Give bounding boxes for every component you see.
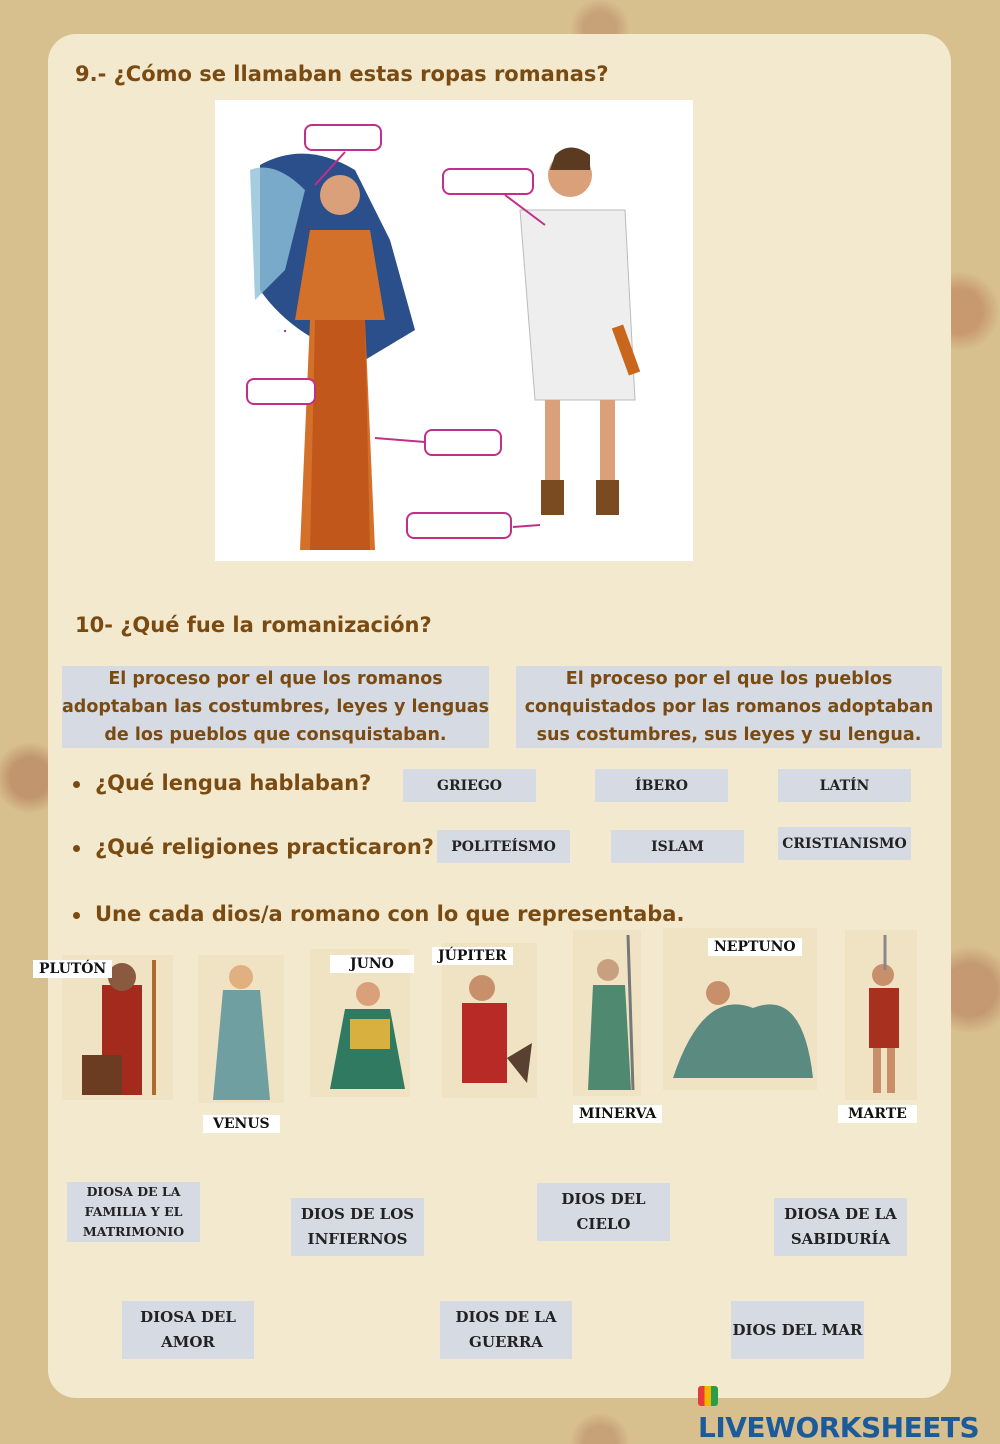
romanization-option-a[interactable]: El proceso por el que los romanos adoptaban las costumbres, leyes y lenguas de los pueblos que consquistaban.: [62, 666, 489, 748]
language-option-ibero[interactable]: ÍBERO: [595, 769, 728, 802]
god-name-pluton[interactable]: PLUTÓN: [33, 960, 112, 978]
answer-box-stola[interactable]: [424, 429, 502, 456]
god-desc-amor[interactable]: DIOSA DEL AMOR: [122, 1301, 254, 1359]
religion-option-cristianismo[interactable]: CRISTIANISMO: [778, 827, 911, 860]
answer-box-sandalias[interactable]: [406, 512, 512, 539]
god-desc-mar[interactable]: DIOS DEL MAR: [731, 1301, 864, 1359]
romanization-option-b[interactable]: El proceso por el que los pueblos conquistados por las romanos adoptaban sus costumbres, sus leyes y su lengua.: [516, 666, 942, 748]
answer-box-manto[interactable]: [246, 378, 316, 405]
liveworksheets-logo[interactable]: [698, 1378, 1000, 1444]
liveworksheets-logo-icon: [698, 1386, 718, 1406]
language-option-griego[interactable]: GRIEGO: [403, 769, 536, 802]
god-name-jupiter[interactable]: JÚPITER: [432, 947, 513, 965]
god-name-neptuno[interactable]: NEPTUNO: [708, 938, 802, 956]
god-desc-guerra[interactable]: DIOS DE LA GUERRA: [440, 1301, 572, 1359]
question-9-title: 9.- ¿Cómo se llamaban estas ropas romanas?: [75, 62, 609, 86]
brand-text: LIVEWORKSHEETS: [698, 1411, 980, 1444]
god-desc-familia[interactable]: DIOSA DE LA FAMILIA Y EL MATRIMONIO: [67, 1182, 200, 1242]
religion-question: ¿Qué religiones practicaron?: [95, 835, 434, 859]
language-question: ¿Qué lengua hablaban?: [95, 771, 372, 795]
minerva-figure: [573, 930, 641, 1096]
god-name-minerva[interactable]: MINERVA: [573, 1105, 662, 1123]
jupiter-figure: [442, 943, 537, 1098]
god-name-juno[interactable]: JUNO: [330, 955, 414, 973]
religion-option-islam[interactable]: ISLAM: [611, 830, 744, 863]
answer-box-palla[interactable]: [304, 124, 382, 151]
god-desc-infiernos[interactable]: DIOS DE LOS INFIERNOS: [291, 1198, 424, 1256]
gods-question: Une cada dios/a romano con lo que representaba.: [95, 902, 685, 926]
religion-option-politeismo[interactable]: POLITEÍSMO: [437, 830, 570, 863]
venus-figure: [198, 955, 284, 1103]
marte-figure: [845, 930, 917, 1100]
language-option-latin[interactable]: LATÍN: [778, 769, 911, 802]
god-name-marte[interactable]: MARTE: [838, 1105, 917, 1123]
answer-box-tunica[interactable]: [442, 168, 534, 195]
god-desc-sabiduria[interactable]: DIOSA DE LA SABIDURÍA: [774, 1198, 907, 1256]
god-desc-cielo[interactable]: DIOS DEL CIELO: [537, 1183, 670, 1241]
question-10-title: 10- ¿Qué fue la romanización?: [75, 613, 432, 637]
god-name-venus[interactable]: VENUS: [203, 1115, 280, 1133]
